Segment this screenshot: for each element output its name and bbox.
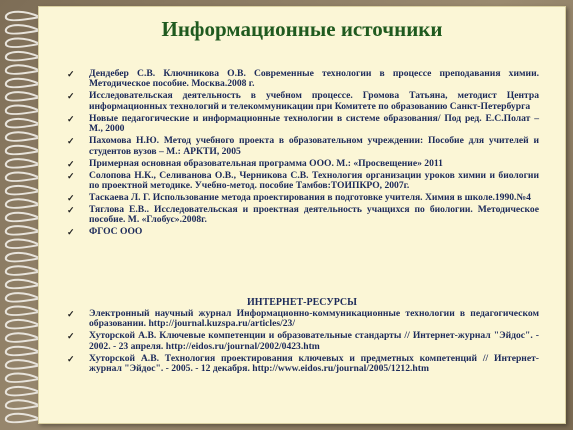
- check-icon: ✓: [67, 205, 75, 216]
- spiral-ring: [6, 79, 40, 88]
- spiral-ring: [6, 52, 40, 61]
- check-icon: ✓: [67, 227, 75, 238]
- spiral-ring: [6, 186, 40, 195]
- spiral-ring: [6, 119, 40, 128]
- spiral-ring: [6, 106, 40, 115]
- reference-text: Новые педагогические и информационные технологии в системе образования/ Под ред. Е.С.Полат – М., 2000: [89, 112, 539, 135]
- spiral-ring: [6, 240, 40, 249]
- check-icon: ✓: [67, 158, 75, 169]
- spiral-ring: [6, 347, 40, 356]
- list-item: [63, 91, 539, 112]
- reference-text: Пахомова Н.Ю. Метод учебного проекта в образовательном учреждении: Пособие для учителей и студентов вузов – М.: АРКТИ, 2005: [89, 135, 539, 157]
- list-item: [63, 171, 539, 192]
- list-item: [63, 227, 539, 237]
- check-icon: ✓: [67, 331, 75, 342]
- internet-resources-heading: ИНТЕРНЕТ-РЕСУРСЫ: [247, 297, 357, 308]
- list-item: [63, 193, 539, 203]
- check-icon: ✓: [67, 113, 75, 124]
- check-icon: ✓: [67, 69, 75, 79]
- list-item: [63, 354, 539, 375]
- check-icon: ✓: [67, 136, 75, 147]
- spiral-ring: [6, 293, 40, 302]
- spiral-ring: [6, 266, 40, 275]
- spiral-ring: [6, 92, 40, 101]
- spiral-ring: [6, 159, 40, 168]
- spiral-ring: [6, 253, 40, 262]
- reference-text: ФГОС ООО: [89, 226, 143, 238]
- check-icon: ✓: [67, 309, 75, 319]
- spiral-ring: [6, 199, 40, 208]
- spiral-ring: [6, 173, 40, 182]
- spiral-ring: [6, 213, 40, 222]
- spiral-ring: [6, 132, 40, 141]
- spiral-ring: [6, 65, 40, 74]
- resource-text: Хуторской А.В. Технология проектирования ключевых и предметных компетенций // Интернет-журнал "Эйдос". - 2005. - 12 декабря. http://www.eidos.ru/journal/2005/1212.htm: [89, 352, 539, 375]
- reference-text: Таскаева Л. Г. Использование метода проектирования в подготовке учителя. Химия в школе.1990.№4: [89, 192, 531, 204]
- list-item: [63, 159, 539, 169]
- list-item: [63, 114, 539, 135]
- spiral-ring: [6, 387, 40, 396]
- list-item: [63, 309, 539, 330]
- page-title: Информационные источники: [161, 17, 443, 41]
- spiral-ring: [6, 25, 40, 34]
- internet-resources-list: [63, 309, 539, 376]
- check-icon: ✓: [67, 91, 75, 102]
- check-icon: ✓: [67, 193, 75, 204]
- spiral-ring: [6, 280, 40, 289]
- resource-text: Хуторской А.В. Ключевые компетенции и образовательные стандарты // Интернет-журнал "Эйдос". - 2002. - 23 апреля. http://eidos.ru/journal/2002/0423.htm: [89, 330, 539, 352]
- spiral-ring: [6, 374, 40, 383]
- spiral-ring: [6, 12, 40, 21]
- reference-text: Исследовательская деятельность в учебном процессе. Громова Татьяна, методист Центра информационных технологий и телекоммуникации при Комитете по образованию Санкт-Петербурга: [89, 90, 539, 112]
- spiral-ring: [6, 39, 40, 48]
- list-item: [63, 136, 539, 157]
- spiral-ring: [6, 414, 40, 423]
- resource-text: Электронный научный журнал Информационно-коммуникационные технологии в педагогическом образовании. http://journal.kuzspa.ru/articles/23/: [89, 308, 539, 330]
- reference-text: Дендебер С.В. Ключникова О.В. Современные технологии в процессе преподавания химии. Методическое пособие. Москва.2008 г.: [89, 68, 539, 90]
- spiral-ring: [6, 400, 40, 409]
- list-item: [63, 205, 539, 226]
- spiral-ring: [6, 226, 40, 235]
- notebook-page: [38, 6, 566, 424]
- spiral-ring: [6, 333, 40, 342]
- list-item: [63, 331, 539, 352]
- spiral-ring: [6, 360, 40, 369]
- spiral-ring: [6, 146, 40, 155]
- list-item: [63, 69, 539, 90]
- check-icon: ✓: [67, 170, 75, 181]
- reference-text: Солопова Н.К., Селиванова О.В., Черникова С.В. Технология организации уроков химии и биологии по проектной методике. Учебно-метод. пособие Тамбов:ТОИПКРО, 2007г.: [89, 169, 539, 192]
- references-list: [63, 69, 539, 239]
- spiral-ring: [6, 320, 40, 329]
- check-icon: ✓: [67, 353, 75, 364]
- reference-text: Тяглова Е.В.. Исследовательская и проектная деятельность учащихся по биологии. Методическое пособие. М. «Глобус».2008г.: [89, 204, 539, 226]
- spiral-ring: [6, 307, 40, 316]
- reference-text: Примерная основная образовательная программа ООО. М.: «Просвещение» 2011: [89, 157, 443, 169]
